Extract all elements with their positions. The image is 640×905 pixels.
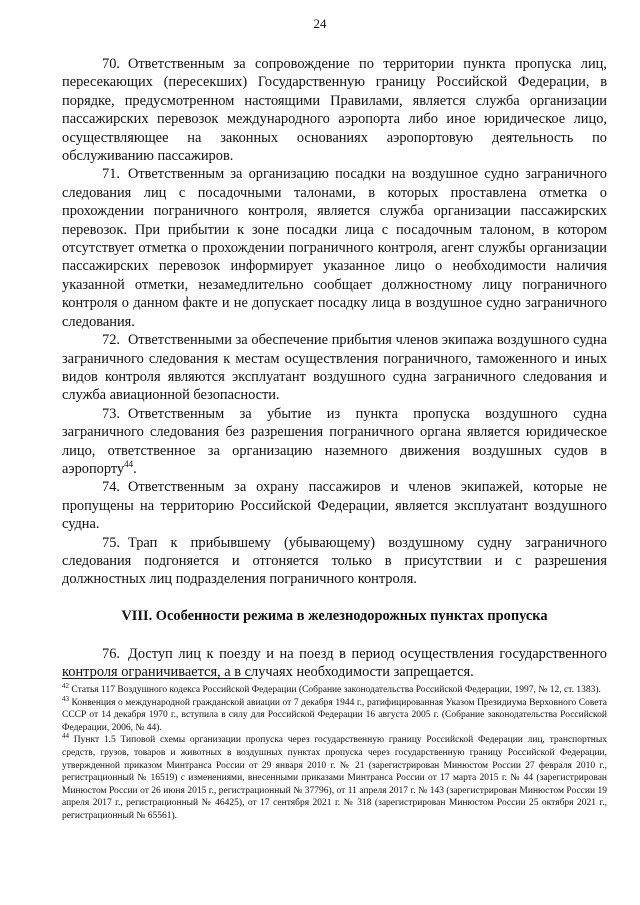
paragraph-number: 74. (102, 479, 120, 496)
footnote-text: Пункт 1.5 Типовой схемы организации пропуска через государственную границу Российской Федерации лиц, транспортных средств, грузов, товаров и животных в воздушных пунктах пропуска через государственную границу Российской Федерации, утвержденной приказом Минтранса России от 29 января 2010 г. № 21 (зарегистрирован Минюстом России 27 февраля 2010 г., регистрационный № 16519) с изменениями, внесенными приказами Минтранса России от 17 марта 2015 г. № 44 (зарегистрирован Минюстом России от 26 июня 2015 г., регистрационный № 37796), от 11 апреля 2017 г. № 143 (зарегистрирован Минюстом России 19 апреля 2017 г., регистрационный № 46425), от 17 сентября 2021 г. № 318 (зарегистрирован Минюстом России 25 октября 2021 г., регистрационный № 65561). (62, 735, 608, 821)
footnote-43 (62, 694, 607, 735)
paragraph-text: Доступ лиц к поезду и на поезд в период осуществления государственного контроля ограничивается, а в случаях необходимости запрещается. (62, 645, 607, 681)
footnote-44 (62, 734, 607, 822)
footnote-text: Статья 117 Воздушного кодекса Российской Федерации (Собрание законодательства Российской Федерации, 1997, № 12, ст. 1383). (71, 685, 601, 695)
paragraph-76 (62, 645, 607, 682)
section-heading: VIII. Особенности режима в железнодорожных пунктах пропуска (121, 607, 548, 624)
paragraph-70 (62, 55, 607, 165)
paragraph-text: Трап к прибывшему (убывающему) воздушному судну заграничного следования подгоняется и отгоняется только в присутствии и с разрешения должностных лиц подразделения пограничного контроля. (62, 534, 607, 588)
paragraph-number: 76. (102, 645, 120, 662)
paragraph-number: 70. (102, 56, 120, 72)
paragraph-tail: . (133, 460, 137, 477)
paragraph-text: Ответственным за организацию посадки на воздушное судно заграничного следования лиц с посадочными талонами, в которых проставлена отметка о прохождении пограничного контроля, является служба организации пассажирских перевозок. При прибытии к зоне посадки лица с посадочным талоном, в котором отсутствует отметка о прохождении пограничного контроля, агент службы организации пассажирских перевозок информирует указанное лицо о необходимости наличия указанной отметки, незамедлительно сообщает должностному лицу пограничного контроля о данном факте и не допускает посадку лица в воздушное судно заграничного следования. (62, 166, 607, 330)
paragraph-number: 72. (102, 332, 120, 349)
footnote-reference: 44 (124, 459, 134, 470)
paragraph-73 (62, 405, 607, 479)
paragraph-text: Ответственным за сопровождение по территории пункта пропуска лиц, пересекающих (пересекших) Государственную границу Российской Федерации, в порядке, предусмотренном настоящими Правилами, является служба организации пассажирских перевозок международного аэропорта либо иное юридическое лицо, осуществляющее на законных основаниях аэропортовую деятельность по обслуживанию пассажиров. (62, 56, 607, 165)
footnote-mark: 43 (62, 694, 69, 703)
paragraph-number: 75. (102, 534, 120, 551)
paragraph-71 (62, 165, 607, 331)
document-body (62, 55, 607, 682)
footnote-mark: 44 (62, 732, 69, 741)
paragraph-text: Ответственными за обеспечение прибытия членов экипажа воздушного судна заграничного следования к местам осуществления пограничного, таможенного и иных видов контроля являются эксплуатант воздушного судна заграничного следования и служба авиационной безопасности. (62, 332, 607, 404)
paragraph-number: 73. (102, 405, 120, 422)
footnote-mark: 42 (62, 681, 69, 690)
paragraph-text: Ответственным за охрану пассажиров и членов экипажей, которые не пропущены на территорию Российской Федерации, является эксплуатант воздушного судна. (62, 479, 607, 533)
paragraph-72 (62, 331, 607, 405)
footnote-42 (62, 681, 607, 697)
paragraph-74 (62, 478, 607, 533)
paragraph-text: Ответственным за убытие из пункта пропуска воздушного судна заграничного следования без разрешения пограничного органа является юридическое лицо, ответственное за организацию наземного движения воздушных судов в аэропорту (62, 405, 607, 477)
footnote-separator (62, 678, 252, 679)
paragraph-75 (62, 534, 607, 589)
footnote-text: Конвенция о международной гражданской авиации от 7 декабря 1944 г., ратифицированная Указом Президиума Верховного Совета СССР от 14 декабря 1970 г., вступила в силу для Российской Федерации 16 августа 2005 г. (Собрание законодательства Российской Федерации, 2006, № 44). (62, 697, 607, 733)
footnotes (62, 681, 608, 823)
paragraph-number: 71. (102, 166, 120, 183)
page-number: 24 (313, 16, 327, 31)
